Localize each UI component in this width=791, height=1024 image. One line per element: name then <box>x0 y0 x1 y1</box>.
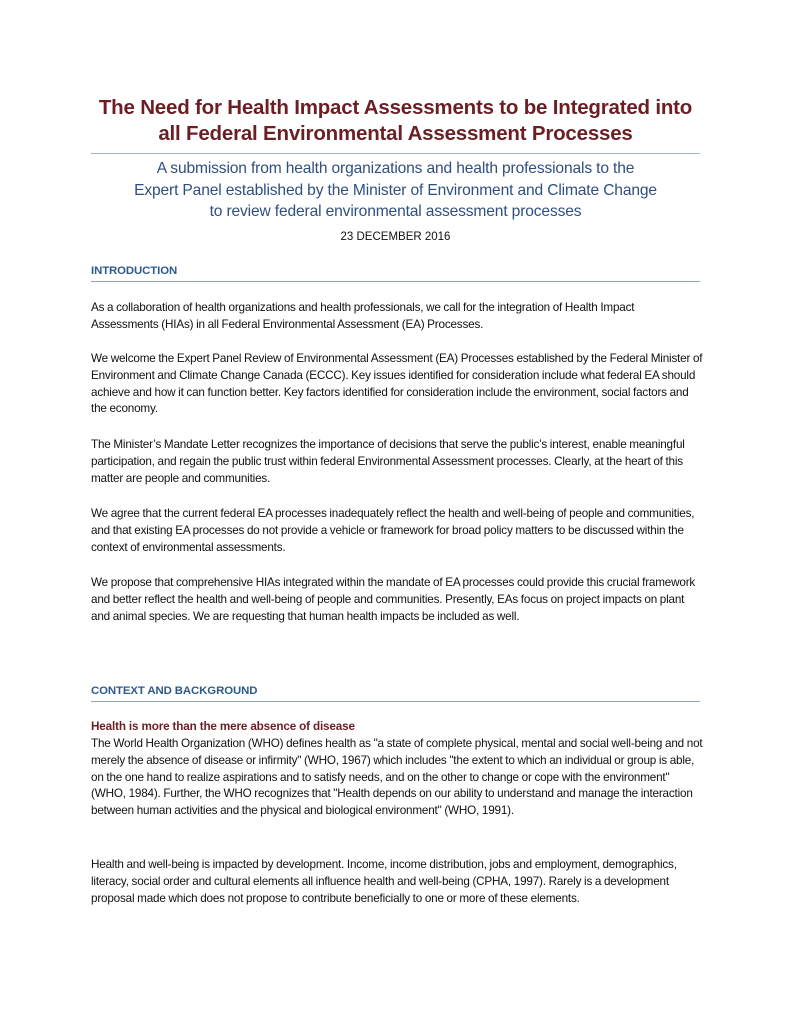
intro-paragraph-5: We propose that comprehensive HIAs integrated within the mandate of EA processes could provide this crucial framework and better reflect the health and well-being of people and communities. Presently, EAs focus on project impacts on plant and animal species. We are requesting that human health impacts be included as well. <box>91 576 696 623</box>
subtitle-line-1: A submission from health organizations and health professionals to the <box>156 160 635 177</box>
intro-paragraph-3: The Minister’s Mandate Letter recognizes the importance of decisions that serve the public’s interest, enable meaningful participation, and regain the public trust within federal Environmental Assessment processes. Clearly, at the heart of this matter are people and communities. <box>91 438 685 485</box>
section-heading-introduction: INTRODUCTION <box>91 263 700 282</box>
context-paragraph-2: Health and well-being is impacted by development. Income, income distribution, jobs and employment, demographics, literacy, social order and cultural elements all influence health and well-being (CPHA, 1997). Rarely is a development proposal made which does not propose to contribute beneficially to one or more of these elements. <box>91 858 677 905</box>
subtitle-line-2: Expert Panel established by the Minister of Environment and Climate Change <box>134 181 657 199</box>
title-line-2: all Federal Environmental Assessment Processes <box>158 122 633 145</box>
context-paragraph-1: The World Health Organization (WHO) defines health as "a state of complete physical, mental and social well-being and not merely the absence of disease or infirmity" (WHO, 1967) which includes "the extent to which an individual or group is able, on the one hand to realize aspirations and to satisfy needs, and on the other to change or cope with the environment" (WHO, 1984). Further, the WHO recognizes that "Health depends on our ability to understand and manage the interaction between human activities and the physical and biological environment" (WHO, 1991). <box>91 737 703 818</box>
subtitle-line-3: to review federal environmental assessment processes <box>209 203 582 220</box>
title-line-1: The Need for Health Impact Assessments to be Integrated into <box>98 96 693 119</box>
subheading-health-definition: Health is more than the mere absence of disease <box>91 720 355 733</box>
document-date: 23 DECEMBER 2016 <box>340 231 451 243</box>
document-title <box>60 95 731 147</box>
intro-paragraph-2: We welcome the Expert Panel Review of Environmental Assessment (EA) Processes established by the Federal Minister of Environment and Climate Change Canada (ECCC). Key issues identified for consideration include what federal EA should achieve and how it can function better. Key factors identified for consideration include the environment, social factors and the economy. <box>91 352 703 416</box>
intro-paragraph-1: As a collaboration of health organizations and health professionals, we call for the integration of Health Impact Assessments (HIAs) in all Federal Environmental Assessment (EA) Processes. <box>91 301 635 331</box>
section-heading-context: CONTEXT AND BACKGROUND <box>91 683 700 702</box>
document-subtitle <box>60 158 731 223</box>
title-divider <box>91 153 700 154</box>
intro-paragraph-4: We agree that the current federal EA processes inadequately reflect the health and well-being of people and communities, and that existing EA processes do not provide a vehicle or framework for broad policy matters to be discussed within the context of environmental assessments. <box>91 507 695 554</box>
